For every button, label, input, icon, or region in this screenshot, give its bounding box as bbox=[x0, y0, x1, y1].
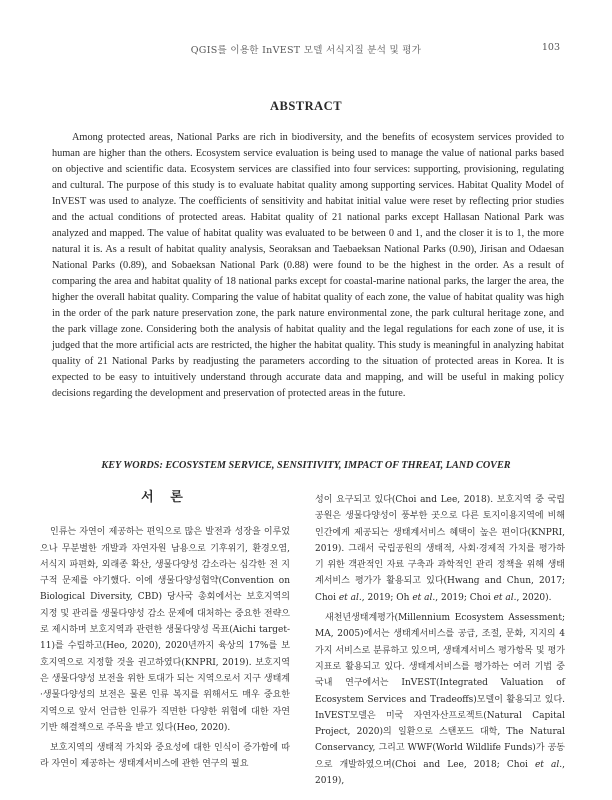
abstract-heading: ABSTRACT bbox=[269, 99, 343, 113]
page-number: 103 bbox=[541, 42, 560, 53]
paragraph bbox=[315, 610, 565, 789]
right-column bbox=[315, 492, 565, 793]
text-run-italic: et al. bbox=[338, 592, 362, 603]
text-run-italic: et al. bbox=[493, 592, 517, 603]
text-run: , 2019), bbox=[315, 759, 565, 787]
text-run-italic: et al. bbox=[412, 592, 436, 603]
text-run: , 2020). bbox=[516, 592, 552, 603]
abstract-body: Among protected areas, National Parks are rich in biodiversity, and the benefits of ecosystem services provided to human are higher than the others. Ecosystem service evaluation is being used to manage the value of national parks based on objective and scientific data. Ecosystem services are classified into four services: supporting, provisioning, regulating and cultural. The purpose of this study is to evaluate habitat quality among supporting services. Habitat Quality Model of InVEST was used to analyze. The coefficients of sensitivity and habitat initial value were reset by reflecting prior studies and the actual conditions of protected areas. Habitat quality of 21 national parks except Hallasan National Park was analyzed and mapped. The value of habitat quality was evaluated to be between 0 and 1, and the closer it is to 1, the more natural it is. As a result of habitat quality analysis, Seoraksan and Taebaeksan National Parks (0.90), Jirisan and Odaesan National Parks (0.89), and Sobaeksan National Park (0.88) were found to be the highest in the order. As a result of comparing the area and habitat quality of 18 national parks except for coastal-marine national parks, the larger the area, the higher the overall habitat quality. Comparing the value of habitat quality of each zone, the value of habitat quality was high in the order of the park nature preservation zone, the park nature environmental zone, the park cultural heritage zone, and the park village zone. Considering both the analysis of habitat quality and the legal regulations for each zone of use, it is judged that the more artificial acts are restricted, the higher the habitat quality. This study is meaningful in analyzing habitat quality of 21 National Parks by readjusting the parameters according to the situation of protected areas in Korea. It is expected to be easy to intuitively understand through accurate data and mapping, and will be useful in making policy decisions regarding the development and preservation of protected areas in the future. bbox=[52, 132, 564, 399]
section-title: 서 론 bbox=[141, 490, 189, 505]
text-run: 새천년생태계평가(Millennium Ecosystem Assessment; MA, 2005)에서는 생태계서비스를 공급, 조절, 문화, 지지의 4가지 서비스로 분류하고 있으며, 생태계서비스 평가항목 및 평가지표로 활용되고 있다. 생태계서비스를 평가하는 여러 기법 중 국내 연구에서는 InVEST(Integrated Valuation of Ecosystem Services and Tradeoffs)모델이 활용되고 있다. InVEST모델은 미국 자연자산프로젝트(Natural Capital Project, 2020)의 일환으로 스탠포드 대학, The Natural Conservancy, 그리고 WWF(World Wildlife Funds)가 공동으로 개발하였으며(Choi and Lee, 2018; Choi bbox=[315, 613, 565, 770]
text-run: , 2019; Choi bbox=[435, 592, 494, 603]
text-run: , 2019; Oh bbox=[361, 592, 413, 603]
paragraph bbox=[315, 492, 565, 606]
paragraph: 인류는 자연이 제공하는 편익으로 많은 발전과 성장을 이루었으나 무분별한 개발과 자연자원 남용으로 기후위기, 환경오염, 서식지 파편화, 외래종 확산, 생물다양성 감소라는 심각한 전 지구적 문제를 야기했다. 이에 생물다양성협약(Convention on Biological Diversity, CBD) 당사국 총회에서는 보호지역의 지정 및 관리를 생물다양성 감소 문제에 대처하는 중요한 전략으로 제시하며 보호지역과 관련한 생물다양성 목표(Aichi target-11)를 수립하고(Heo, 2020), 2020년까지 육상의 17%를 보호지역으로 지정할 것을 권고하였다(KNPRI, 2019). 보호지역은 생물다양성 보전을 위한 토대가 되는 지역으로서 지구 생태계·생물다양성의 보전은 물론 인류 복지를 위해서도 매우 중요한 지역으로 앞서 언급한 인류가 직면한 다양한 위협에 대한 자연 기반 해결책으로 주목을 받고 있다(Heo, 2020). bbox=[40, 527, 290, 733]
paragraph: 보호지역의 생태적 가치와 중요성에 대한 인식이 증가함에 따라 자연이 제공하는 생태계서비스에 관한 연구의 필요 bbox=[40, 743, 290, 770]
left-column bbox=[40, 490, 290, 777]
keywords-line: KEY WORDS: ECOSYSTEM SERVICE, SENSITIVITY, IMPACT OF THREAT, LAND COVER bbox=[101, 460, 511, 471]
text-run: 성이 요구되고 있다(Choi and Lee, 2018). 보호지역 중 국립공원은 생물다양성이 풍부한 곳으로 다른 토지이용지역에 비해 인간에게 제공되는 생태계서비스 혜택이 높은 편이다(KNPRI, 2019). 그래서 국립공원의 생태적, 사회·경제적 가치를 평가하기 위한 객관적인 자료 구축과 과학적인 관리 정책을 위해 생태계서비스 평가가 활용되고 있다(Hwang and Chun, 2017; Choi bbox=[315, 495, 565, 603]
text-run-italic: et al. bbox=[534, 759, 563, 770]
running-head: QGIS를 이용한 InVEST 모델 서식지질 분석 및 평가 bbox=[190, 45, 422, 56]
